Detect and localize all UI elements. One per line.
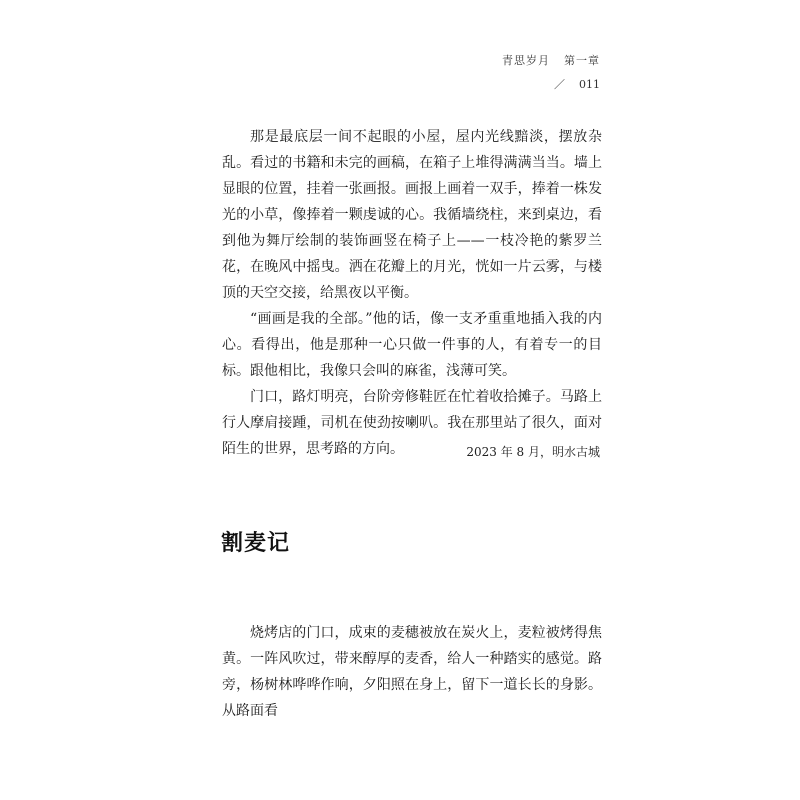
section-title: 青思岁月 <box>502 54 550 67</box>
paragraph: 那是最底层一间不起眼的小屋，屋内光线黯淡，摆放杂乱。看过的书籍和未完的画稿，在箱子上堆得满满当当。墙上显眼的位置，挂着一张画报。画报上画着一双手，捧着一株发光的小草，像捧着一颗虔诚的心。我循墙绕柱，来到桌边，看到他为舞厅绘制的装饰画竖在椅子上——一枝冷艳的紫罗兰花，在晚风中摇曳。洒在花瓣上的月光，恍如一片云雾，与楼顶的天空交接，给黑夜以平衡。 <box>222 129 602 301</box>
essay-2-body <box>222 620 602 724</box>
folio-slash: ／ <box>554 78 565 91</box>
essay-2-title: 割麦记 <box>221 531 291 556</box>
chapter-title: 第一章 <box>564 54 600 67</box>
essay-1-body <box>222 124 602 462</box>
running-head <box>502 52 600 68</box>
page-number: 011 <box>579 78 600 91</box>
page-folio <box>554 76 600 92</box>
paragraph: 烧烤店的门口，成束的麦穗被放在炭火上，麦粒被烤得焦黄。一阵风吹过，带来醇厚的麦香，给人一种踏实的感觉。路旁，杨树林哗哗作响，夕阳照在身上，留下一道长长的身影。从路面看 <box>222 625 602 719</box>
paragraph: 门口，路灯明亮，台阶旁修鞋匠在忙着收拾摊子。马路上行人摩肩接踵，司机在使劲按喇叭。我在那里站了很久，面对陌生的世界，思考路的方向。 <box>222 389 602 457</box>
essay-1-signoff: 2023 年 8 月，明水古城 <box>466 445 600 459</box>
paragraph: “画画是我的全部。”他的话，像一支矛重重地插入我的内心。看得出，他是那种一心只做一件事的人，有着专一的目标。跟他相比，我像只会叫的麻雀，浅薄可笑。 <box>222 311 602 379</box>
